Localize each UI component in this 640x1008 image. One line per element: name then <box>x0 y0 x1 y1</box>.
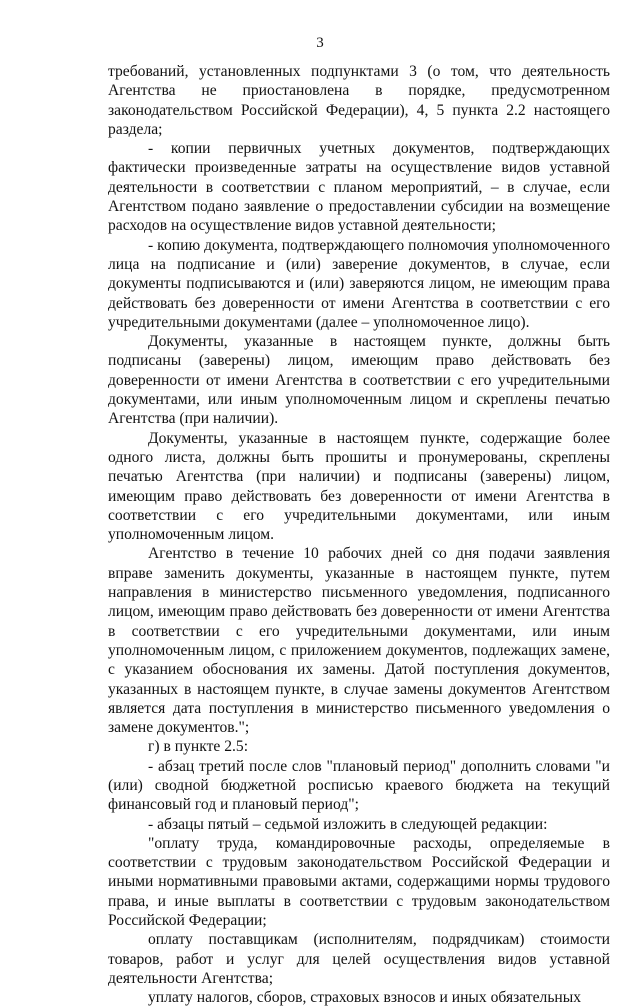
paragraph-signature-requirements: Документы, указанные в настоящем пункте, должны быть подписаны (заверены) лицом, имеющим право действовать без доверенности от имени Агентства в соответствии с его учредительными документами, или иным уполномоченным лицом и скреплены печатью Агентства (при наличии). <box>108 333 610 428</box>
paragraph-labor-payment: "оплату труда, командировочные расходы, определяемые в соответствии с трудовым законодательством Российской Федерации и иными нормативными правовыми актами, содержащими нормы трудового права, и иные выплаты в соответствии с трудовым законодательством Российской Федерации; <box>108 834 610 930</box>
paragraph-requirements-continuation: требований, установленных подпунктами 3 (о том, что деятельность Агентства не приостановлена в порядке, предусмотренном законодательством Российской Федерации), 4, 5 пункта 2.2 настоящего раздела; <box>108 63 610 138</box>
paragraph-supplier-payment: оплату поставщикам (исполнителям, подрядчикам) стоимости товаров, работ и услуг для целей осуществления видов уставной деятельности Агентства; <box>108 931 610 987</box>
page-number: 3 <box>316 35 324 51</box>
document-body <box>108 62 610 1008</box>
paragraph-primary-documents: - копии первичных учетных документов, подтверждающих фактически произведенные затраты на осуществление видов уставной деятельности в соответствии с планом мероприятий, – в случае, если Агентством подано заявление о предоставлении субсидии на возмещение расходов на осуществление видов уставной деятельности; <box>108 140 610 235</box>
paragraph-third-subparagraph-amendment: - абзац третий после слов "плановый период" дополнить словами "и (или) сводной бюджетной росписью краевого бюджета на текущий финансовый год и плановый период"; <box>108 757 610 814</box>
paragraph-authority-document: - копию документа, подтверждающего полномочия уполномоченного лица на подписание и (или) заверение документов, в случае, если документы подписываются и (или) заверяются лицом, не имеющим права действовать без доверенности от имени Агентства в соответствии с его учредительными документами (далее – уполномоченное лицо). <box>108 236 610 331</box>
paragraph-binding-requirements: Документы, указанные в настоящем пункте, содержащие более одного листа, должны быть прошиты и пронумерованы, скреплены печатью Агентства (при наличии) и подписаны (заверены) лицом, имеющим право действовать без доверенности от имени Агентства в соответствии с его учредительными документами, или иным уполномоченным лицом. <box>108 429 610 544</box>
paragraph-taxes-payment: уплату налогов, сборов, страховых взносов и иных обязательных <box>148 989 582 1007</box>
paragraph-point-2-5-heading: г) в пункте 2.5: <box>148 738 249 756</box>
paragraph-document-replacement: Агентство в течение 10 рабочих дней со дня подачи заявления вправе заменить документы, указанные в настоящем пункте, путем направления в министерство письменного уведомления, подписанного лицом, имеющим право действовать без доверенности от имени Агентства в соответствии с его учредительными документами, или иным уполномоченным лицом, с приложением документов, подлежащих замене, с указанием обоснования их замены. Датой поступления документов, указанных в настоящем пункте, в случае замены документов Агентством является дата поступления в министерство письменного уведомления о замене документов."; <box>108 545 610 737</box>
paragraph-fifth-seventh-intro: - абзацы пятый – седьмой изложить в следующей редакции: <box>148 815 548 833</box>
